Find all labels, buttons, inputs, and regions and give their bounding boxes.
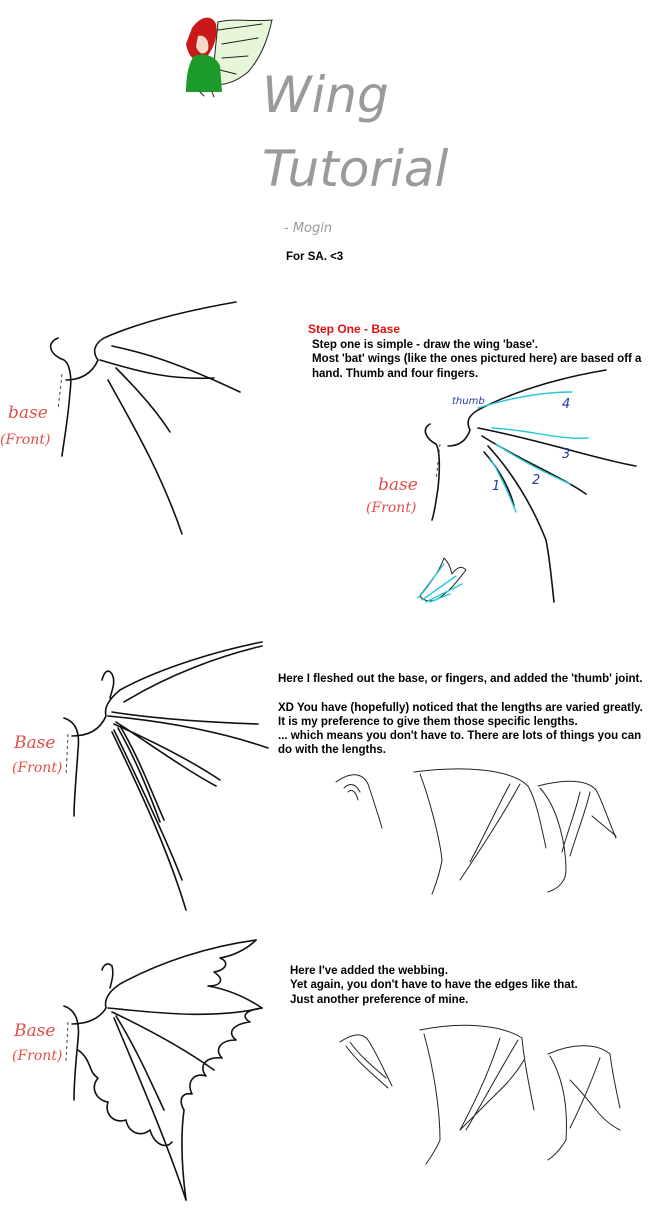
finger-number-2: 2 — [532, 473, 541, 488]
step3-label-base: Base — [14, 1021, 56, 1041]
step1-label-thumb: thumb — [452, 396, 485, 407]
step3-text — [290, 964, 650, 1007]
step1-hand-sketch — [418, 558, 466, 602]
step2-label-base: Base — [14, 733, 56, 753]
step1-text — [312, 338, 652, 381]
step2-line-5: ... which means you don't have to. There are lots of things you can — [278, 730, 642, 743]
author-signature: - Mogin — [284, 221, 333, 236]
step2-label-front: (Front) — [12, 760, 63, 776]
step2-length-sketches — [336, 769, 616, 894]
dedication: For SA. <3 — [286, 251, 344, 263]
step2-line-6: do with the lengths. — [278, 744, 386, 757]
step1-heading: Step One - Base — [308, 322, 401, 336]
step3-line-2: Yet again, you don't have to have the edges like that. — [290, 979, 578, 992]
step3-webbed-wing — [64, 940, 262, 1200]
step2-text — [278, 672, 653, 758]
step1-base-wing — [51, 302, 240, 534]
title-line1: Wing — [262, 66, 389, 124]
step3-webbing-sketches — [340, 1025, 620, 1164]
step2-line-3: XD You have (hopefully) noticed that the lengths are varied greatly. — [278, 701, 643, 714]
step1-label-base: base — [8, 403, 48, 423]
step1-label-base-2: base — [378, 475, 418, 495]
step2-line-2 — [278, 686, 653, 700]
finger-number-4: 4 — [562, 397, 571, 412]
finger-number-3: 3 — [562, 447, 571, 462]
step3-line-1: Here I've added the webbing. — [290, 965, 449, 977]
step1-line-1: Step one is simple - draw the wing 'base'. — [312, 339, 538, 351]
step3-label-front: (Front) — [12, 1048, 63, 1064]
step3-line-3: Just another preference of mine. — [290, 993, 469, 1006]
step1-label-front: (Front) — [0, 432, 51, 448]
step2-fleshed-wing — [64, 642, 268, 910]
step1-line-2: Most 'bat' wings (like the ones pictured here) are based off a — [312, 353, 642, 366]
step2-line-1: Here I fleshed out the base, or fingers, and added the 'thumb' joint. — [278, 673, 643, 685]
step2-line-4: It is my preference to give them those specific lengths. — [278, 715, 578, 728]
title-line2: Tutorial — [262, 140, 449, 198]
winged-girl-illustration — [186, 18, 272, 97]
step1-label-front-2: (Front) — [366, 500, 417, 516]
finger-number-1: 1 — [492, 479, 501, 494]
step1-line-3: hand. Thumb and four fingers. — [312, 367, 479, 380]
